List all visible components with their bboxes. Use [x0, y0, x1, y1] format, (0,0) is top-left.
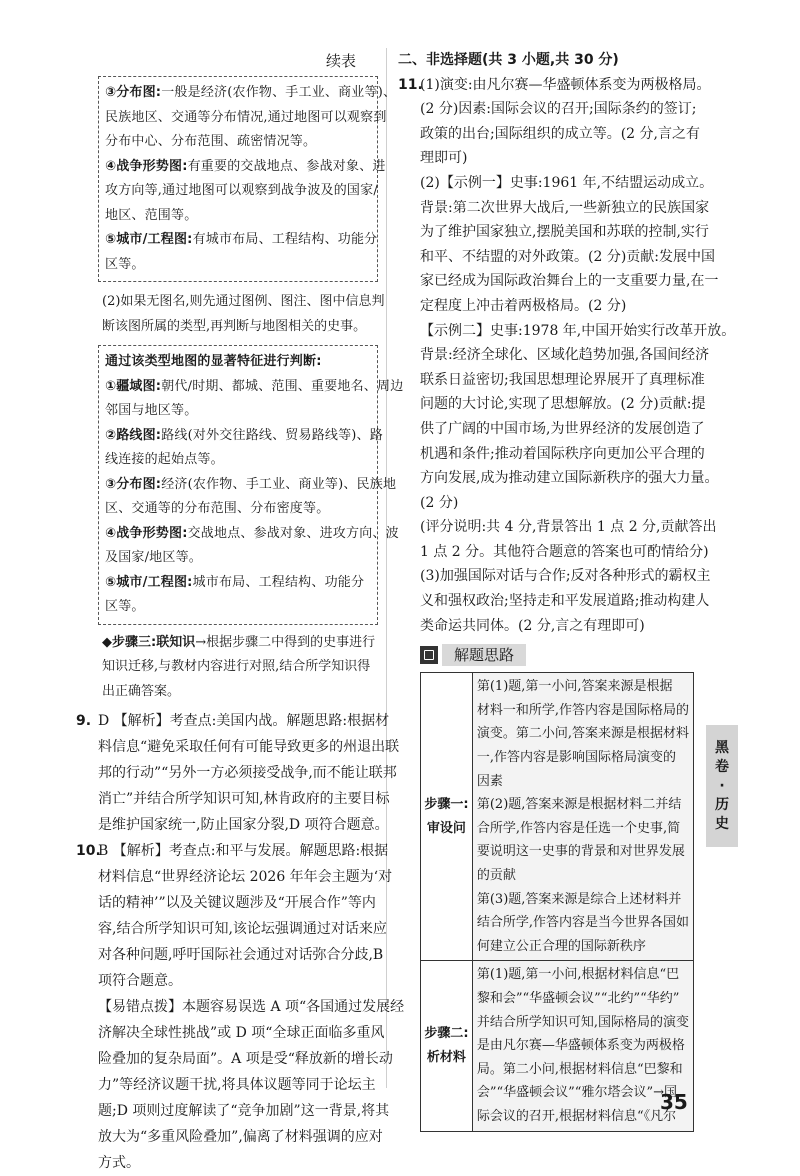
text-run: 1 点 2 分。其他符合题意的答案也可酌情给分) — [420, 543, 709, 560]
answer-line — [398, 368, 705, 393]
text-run: (2)【示例一】史事:1961 年,不结盟运动成立。 — [420, 174, 714, 191]
answer-line — [98, 890, 378, 916]
answer-line — [398, 392, 706, 417]
text-line — [98, 631, 378, 656]
text-run: 义和强权政治;坚持走和平发展道路;推动构建人 — [420, 593, 710, 610]
section-title: 二、非选择题(共 3 小题,共 30 分) — [398, 52, 619, 68]
text-line — [105, 448, 371, 473]
text-line: 际会议的召开,根据材料信息“《凡尔 — [476, 1108, 677, 1124]
text-run: 一般是经济(农作物、手工业、商业等)、 — [161, 85, 397, 100]
step-label-line: 步骤一: — [424, 796, 469, 812]
answer-line — [398, 466, 719, 491]
text-run: 定程度上冲击着两极格局。(2 分) — [420, 297, 627, 314]
answer-line — [398, 146, 698, 171]
text-line — [105, 81, 397, 106]
answer-line — [398, 294, 698, 319]
answer-line — [398, 343, 710, 368]
text-run: 有城市布局、工程结构、功能分 — [192, 232, 378, 247]
solution-tag-label: 解题思路 — [442, 644, 526, 666]
text-run: 话的精神’”以及关键议题涉及“开展合作”等内 — [98, 895, 376, 911]
answer-line — [398, 540, 709, 565]
answer-line — [98, 1020, 385, 1046]
text-run: D 【解析】考查点:美国内战。解题思路:根据材 — [98, 713, 390, 729]
bold-lead: ②路线图: — [105, 427, 162, 443]
text-run: 方式。 — [98, 1155, 140, 1171]
question-number: 9. — [76, 713, 92, 729]
text-line — [105, 228, 378, 253]
answer-line — [98, 968, 378, 994]
text-line: 局。第二小问,根据材料信息“巴黎和 — [476, 1061, 683, 1077]
answer-line — [398, 442, 705, 467]
answer-line — [76, 838, 389, 864]
question-number: 10. — [76, 843, 101, 859]
continued-label: 续表 — [326, 52, 357, 70]
text-run: 是维护国家统一,防止国家分裂,D 项符合题意。 — [98, 817, 389, 833]
text-run: 经济(农作物、手工业、商业等)、民族地 — [161, 476, 397, 492]
text-line: 第(3)题,答案来源是综合上述材料并 — [476, 891, 682, 907]
pencil-note-icon — [420, 646, 438, 664]
text-run: 交战地点、参战对象、进攻方向、波 — [187, 525, 399, 541]
text-line — [105, 130, 371, 155]
text-line: 因素 — [476, 773, 503, 789]
step-label — [421, 961, 473, 1131]
side-tab-char: 卷 — [715, 758, 729, 775]
answer-line — [98, 942, 384, 968]
answer-line — [76, 708, 390, 734]
box-map-types — [98, 76, 397, 282]
text-line: 要说明这一史事的背景和对世界发展 — [476, 844, 685, 860]
text-run: 问题的大讨论,实现了思想解放。(2 分)贡献:提 — [420, 396, 706, 413]
text-line: 结合所学,作答内容是当今世界各国如 — [476, 915, 689, 931]
text-run: (评分说明:共 4 分,背景答出 1 点 2 分,贡献答出 — [420, 519, 717, 536]
text-run: 题;D 项则过度解读了“竞争加剧”这一背景,将其 — [98, 1103, 390, 1119]
step-label-line: 步骤二: — [424, 1025, 469, 1041]
text-run: 攻方向等,通过地图可以观察到战争波及的国家/ — [105, 183, 378, 198]
text-line: 黎和会”“华盛顿会议”“北约”“华约” — [476, 990, 680, 1006]
text-line: 的贡献 — [476, 868, 516, 883]
subject-side-tab — [706, 725, 738, 847]
text-run: →根据步骤二中得到的史事进行 — [195, 634, 376, 650]
answer-line — [398, 196, 710, 221]
side-tab-char: 史 — [715, 815, 729, 832]
text-line — [105, 155, 386, 180]
step-three — [98, 631, 378, 705]
answer-line — [98, 786, 390, 812]
text-line: 何建立公正合理的国际新秩序 — [476, 938, 646, 954]
answer-line — [98, 994, 405, 1020]
text-run: 对各种问题,呼吁国际社会通过对话弥合分歧,B — [98, 947, 384, 963]
answer-line — [98, 1098, 390, 1124]
right-column — [398, 48, 736, 1132]
answer-line — [98, 734, 400, 760]
text-line: 一,作答内容是影响国际格局演变的 — [476, 750, 676, 766]
bold-lead: 通过该类型地图的显著特征进行判断: — [105, 354, 322, 369]
answer-line — [398, 97, 698, 122]
text-line — [98, 655, 378, 680]
question-11 — [398, 73, 736, 639]
text-line — [105, 204, 371, 229]
text-line: 并结合所学知识可知,国际格局的演变 — [476, 1014, 689, 1030]
text-line: 合所学,作答内容是任选一个史事,简 — [476, 820, 681, 836]
text-run: 区等。 — [105, 599, 145, 614]
text-run: 区等。 — [105, 256, 145, 272]
text-run: (2 分)因素:国际会议的召开;国际条约的签订; — [420, 101, 697, 118]
step-content — [472, 673, 693, 961]
text-line — [105, 546, 371, 571]
answer-line — [398, 614, 698, 639]
text-run: 理即可) — [420, 150, 468, 167]
answer-line — [398, 73, 711, 98]
answer-line — [398, 589, 710, 614]
text-line: 是由凡尔赛—华盛顿体系变为两极格 — [476, 1038, 685, 1054]
question-9 — [76, 708, 400, 838]
text-run: 项符合题意。 — [98, 973, 182, 989]
bold-lead: ⑤城市/工程图: — [105, 574, 193, 590]
text-run: 有重要的交战地点、参战对象、进 — [187, 158, 386, 174]
text-run: 【易错点拨】本题容易误选 A 项“各国通过发展经 — [98, 999, 405, 1015]
text-line — [105, 399, 371, 424]
text-line: 演变。第二小问,答案来源是根据材料 — [476, 726, 689, 742]
text-run: 路线(对外交往路线、贸易路线等)、路 — [161, 427, 383, 443]
answer-line — [398, 171, 714, 196]
bold-lead: ◆步骤三:联知识 — [102, 634, 196, 650]
question-number: 11. — [398, 76, 423, 93]
text-run: 料信息“避免采取任何有可能导致更多的州退出联 — [98, 739, 400, 755]
text-run: (1)演变:由凡尔赛—华盛顿体系变为两极格局。 — [420, 76, 711, 93]
answer-line — [398, 122, 698, 147]
text-run: 线连接的起始点等。 — [105, 452, 224, 467]
bold-lead: ③分布图: — [105, 85, 162, 100]
text-line — [105, 595, 371, 620]
text-line — [105, 253, 371, 278]
side-tab-char: 历 — [715, 796, 729, 813]
answer-line — [398, 515, 717, 540]
text-run: 家已经成为国际政治舞台上的一支重要力量,在一 — [420, 273, 719, 290]
text-run: 放大为“多重风险叠加”,偏离了材料强调的应对 — [98, 1129, 383, 1145]
bold-lead: ④战争形势图: — [105, 525, 188, 541]
text-line — [105, 424, 383, 449]
answer-line — [98, 1124, 383, 1150]
answer-line — [398, 319, 736, 344]
text-run: 机遇和条件;推动着国际秩序向更加公平合理的 — [420, 445, 705, 462]
text-run: 济解决全球性挑战”或 D 项“全球正面临多重风 — [98, 1025, 385, 1041]
text-line: 第(1)题,第一小问,答案来源是根据 — [476, 679, 673, 695]
text-line: (2)如果无图名,则先通过图例、图注、图中信息判 — [102, 294, 385, 309]
text-run: 险叠加的复杂局面”。A 项是受“释放新的增长动 — [98, 1051, 393, 1067]
answer-line — [98, 760, 397, 786]
text-line: 第(1)题,第一小问,根据材料信息“巴 — [476, 967, 680, 983]
text-run: B 【解析】考查点:和平与发展。解题思路:根据 — [98, 843, 389, 859]
answer-line — [98, 916, 387, 942]
step-row — [421, 673, 694, 961]
text-line — [105, 350, 371, 375]
text-run: 类命运共同体。(2 分,言之有理即可) — [420, 617, 645, 634]
text-run: (3)加强国际对话与合作;反对各种形式的霸权主 — [420, 568, 711, 585]
text-line — [105, 375, 404, 400]
text-run: 消亡”并结合所学知识可知,林肯政府的主要目标 — [98, 791, 390, 807]
text-line — [105, 106, 387, 131]
side-tab-char: 黑 — [715, 739, 729, 756]
answer-line — [398, 564, 711, 589]
text-run: 民族地区、交通等分布情况,通过地图可以观察到 — [105, 109, 387, 125]
text-run: 【示例二】史事:1978 年,中国开始实行改革开放。 — [420, 322, 736, 339]
text-run: 出正确答案。 — [102, 683, 181, 699]
text-run: 方向发展,成为推动建立国际新秩序的强大力量。 — [420, 470, 719, 487]
step-label-line: 审设问 — [426, 820, 466, 836]
text-run: 供了广阔的中国市场,为世界经济的发展创造了 — [420, 420, 705, 437]
bold-lead: ⑤城市/工程图: — [105, 232, 193, 247]
text-run: 力”等经济议题干扰,将具体议题等同于论坛主 — [98, 1077, 376, 1093]
answer-line — [398, 220, 709, 245]
answer-line — [98, 1150, 378, 1176]
text-run: 邦的行动”“另外一方必须接受战争,而不能让联邦 — [98, 765, 397, 781]
text-line — [105, 497, 371, 522]
text-line: 材料一和所学,作答内容是国际格局的 — [476, 702, 689, 718]
answer-line — [98, 864, 393, 890]
text-run: 分布中心、分布范围、疏密情况等。 — [105, 134, 317, 149]
text-run: 政策的出台;国际组织的成立等。(2 分,言之有 — [420, 125, 700, 142]
text-run: 城市布局、工程结构、功能分 — [192, 574, 365, 590]
text-run: 区、交通等的分布范围、分布密度等。 — [105, 501, 330, 516]
text-line — [105, 179, 378, 204]
bold-lead: ③分布图: — [105, 476, 162, 492]
text-line: 第(2)题,答案来源是根据材料二并结 — [476, 797, 682, 813]
text-run: 地区、范围等。 — [105, 207, 198, 223]
text-run: 知识迁移,与教材内容进行对照,结合所学知识得 — [102, 659, 371, 674]
box-map-features — [98, 345, 404, 625]
answer-line — [98, 1072, 378, 1098]
text-run: 为了维护国家独立,摆脱美国和苏联的控制,实行 — [420, 224, 709, 241]
side-tab-char: · — [719, 777, 725, 794]
text-line — [105, 571, 371, 596]
paragraph-no-title — [98, 290, 385, 339]
text-line: 会”“华盛顿会议”“雅尔塔会议”→国 — [476, 1085, 677, 1101]
text-run: 背景:第二次世界大战后,一些新独立的民族国家 — [420, 199, 710, 216]
question-10 — [76, 838, 405, 1176]
text-run: 材料信息“世界经济论坛 2026 年年会主题为‘对 — [98, 869, 393, 885]
text-line — [105, 522, 399, 547]
solution-tag — [420, 644, 698, 666]
bold-lead: ①疆域图: — [105, 378, 162, 394]
text-run: 背景:经济全球化、区域化趋势加强,各国间经济 — [420, 347, 710, 364]
text-run: 和平、不结盟的对外政策。(2 分)贡献:发展中国 — [420, 248, 715, 265]
step-label-line: 析材料 — [426, 1049, 466, 1065]
answer-line — [398, 417, 705, 442]
text-line — [98, 680, 378, 705]
text-run: (2 分) — [420, 494, 459, 511]
solution-table — [420, 672, 694, 1131]
answer-line — [398, 269, 719, 294]
text-line: 断该图所属的类型,再判断与地图相关的史事。 — [102, 318, 367, 334]
page-number: 35 — [660, 1090, 688, 1114]
bold-lead: ④战争形势图: — [105, 158, 188, 174]
text-run: 及国家/地区等。 — [105, 550, 202, 565]
answer-line — [398, 245, 715, 270]
step-row — [421, 961, 694, 1131]
step-label — [421, 673, 473, 961]
text-run: 容,结合所学知识可知,该论坛强调通过对话来应 — [98, 921, 387, 937]
answer-line — [98, 812, 389, 838]
answer-line — [398, 491, 698, 516]
answer-line — [98, 1046, 393, 1072]
text-run: 联系日益密切;我国思想理论界展开了真理标准 — [420, 371, 705, 388]
left-column — [76, 76, 405, 1176]
text-line — [105, 473, 397, 498]
text-run: 邻国与地区等。 — [105, 403, 198, 418]
text-run: 朝代/时期、都城、范围、重要地名、周边 — [161, 378, 404, 394]
